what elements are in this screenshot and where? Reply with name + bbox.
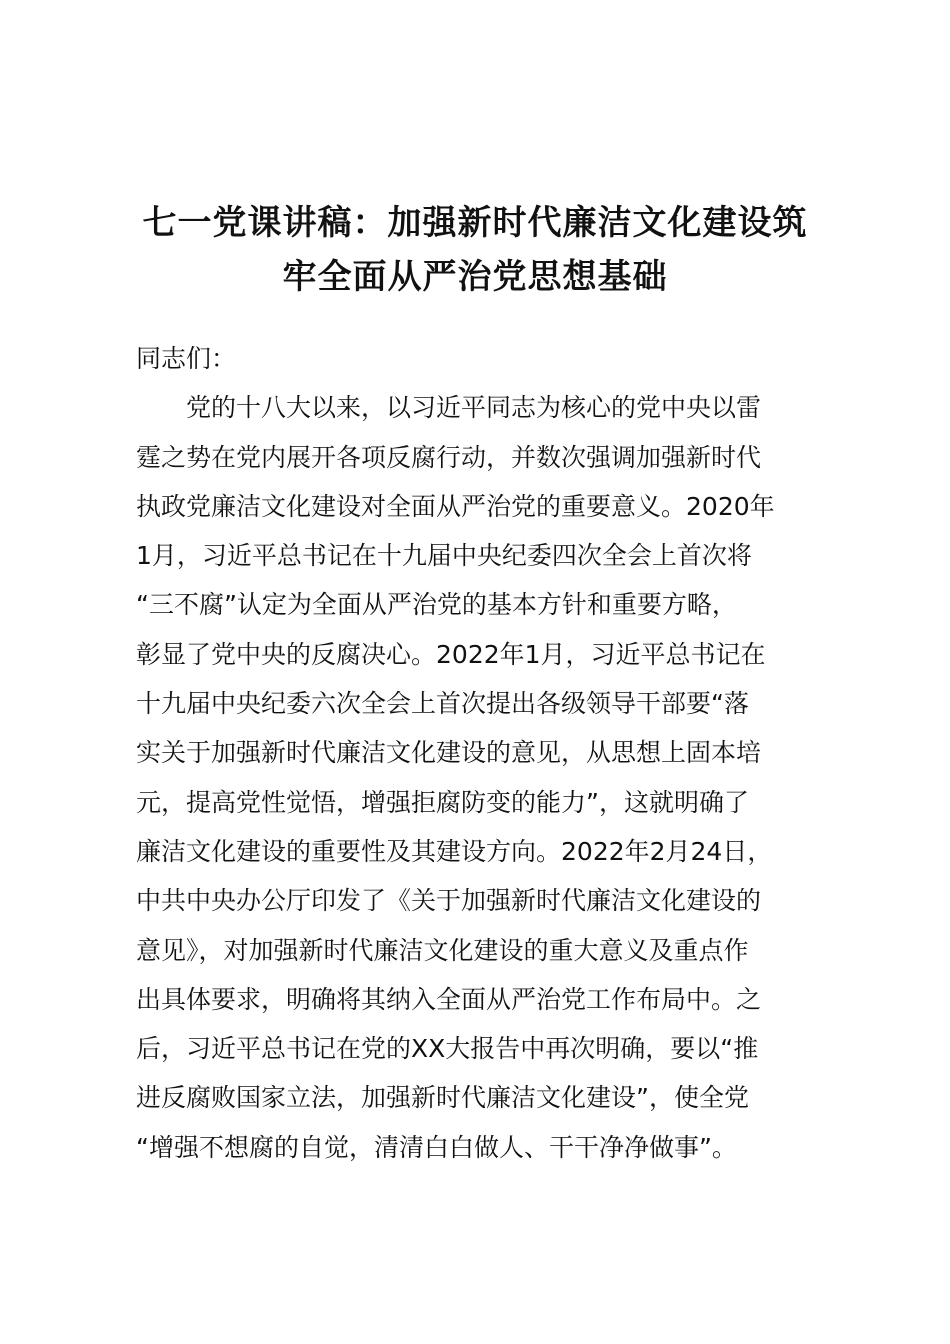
document-title [100,196,850,304]
paragraph-line: “三不腐”认定为全面从严治党的基本方针和重要方略， [136,590,737,620]
paragraph-line: 出具体要求，明确将其纳入全面从严治党工作布局中。之 [136,984,762,1014]
paragraph-line: “增强不想腐的自觉，清清白白做人、干干净净做事”。 [136,1132,737,1162]
paragraph-line: 党的十八大以来，以习近平同志为核心的党中央以雷 [186,393,762,423]
paragraph-line: 元，提高党性觉悟，增强拒腐防变的能力”，这就明确了 [136,787,749,817]
paragraph-line: 进反腐败国家立法，加强新时代廉洁文化建设”，使全党 [136,1083,749,1113]
salutation: 同志们： [136,344,237,373]
document-body [136,334,856,1172]
paragraph-line: 后，习近平总书记在党的XX大报告中再次明确，要以“推 [136,1034,759,1064]
paragraph-line: 十九届中央纪委六次全会上首次提出各级领导干部要“落 [136,689,749,719]
paragraph-line: 实关于加强新时代廉洁文化建设的意见，从思想上固本培 [136,738,762,768]
paragraph-line: 意见》，对加强新时代廉洁文化建设的重大意义及重点作 [136,935,749,965]
paragraph-line: 廉洁文化建设的重要性及其建设方向。2022年2月24日， [136,836,773,866]
paragraph-line: 执政党廉洁文化建设对全面从严治党的重要意义。2020年 [136,491,775,521]
paragraph-line: 彰显了党中央的反腐决心。2022年1月，习近平总书记在 [136,639,766,669]
paragraph-line: 霆之势在党内展开各项反腐行动，并数次强调加强新时代 [136,442,762,472]
title-line: 牢全面从严治党思想基础 [282,257,668,297]
title-line: 七一党课讲稿：加强新时代廉洁文化建设筑 [142,203,808,243]
paragraph-line: 中共中央办公厅印发了《关于加强新时代廉洁文化建设的 [136,886,762,916]
paragraph-line: 1月，习近平总书记在十九届中央纪委四次全会上首次将 [136,541,752,571]
